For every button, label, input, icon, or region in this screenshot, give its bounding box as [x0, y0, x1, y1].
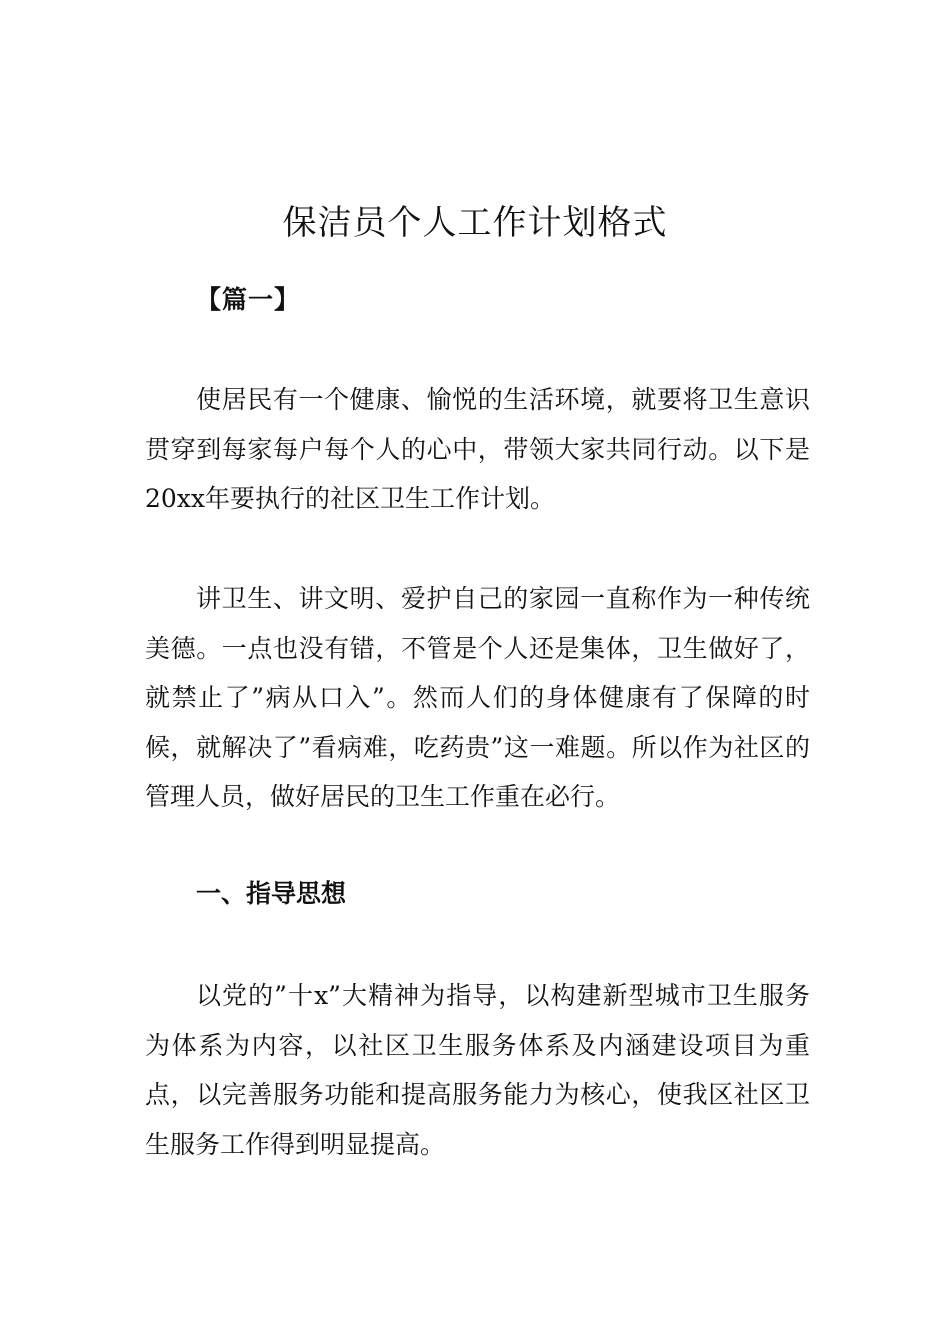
paragraph-intro: 使居民有一个健康、愉悦的生活环境，就要将卫生意识贯穿到每家每户每个人的心中，带领大家共同行动。以下是20xx年要执行的社区卫生工作计划。 — [145, 385, 810, 513]
section-label: 【篇一】 — [196, 285, 301, 314]
document-title: 保洁员个人工作计划格式 — [282, 202, 668, 243]
paragraph-hygiene: 讲卫生、讲文明、爱护自己的家园一直称作为一种传统美德。一点也没有错，不管是个人还是集体，卫生做好了，就禁止了”病从口入”。然而人们的身体健康有了保障的时候，就解决了”看病难，吃药贵”这一难题。所以作为社区的管理人员，做好居民的卫生工作重在必行。 — [145, 584, 810, 811]
paragraph-guiding-ideology: 以党的”十x”大精神为指导，以构建新型城市卫生服务为体系为内容，以社区卫生服务体系及内涵建设项目为重点，以完善服务功能和提高服务能力为核心，使我区社区卫生服务工作得到明显提高。 — [145, 981, 810, 1159]
heading-guiding-ideology: 一、指导思想 — [196, 879, 347, 908]
